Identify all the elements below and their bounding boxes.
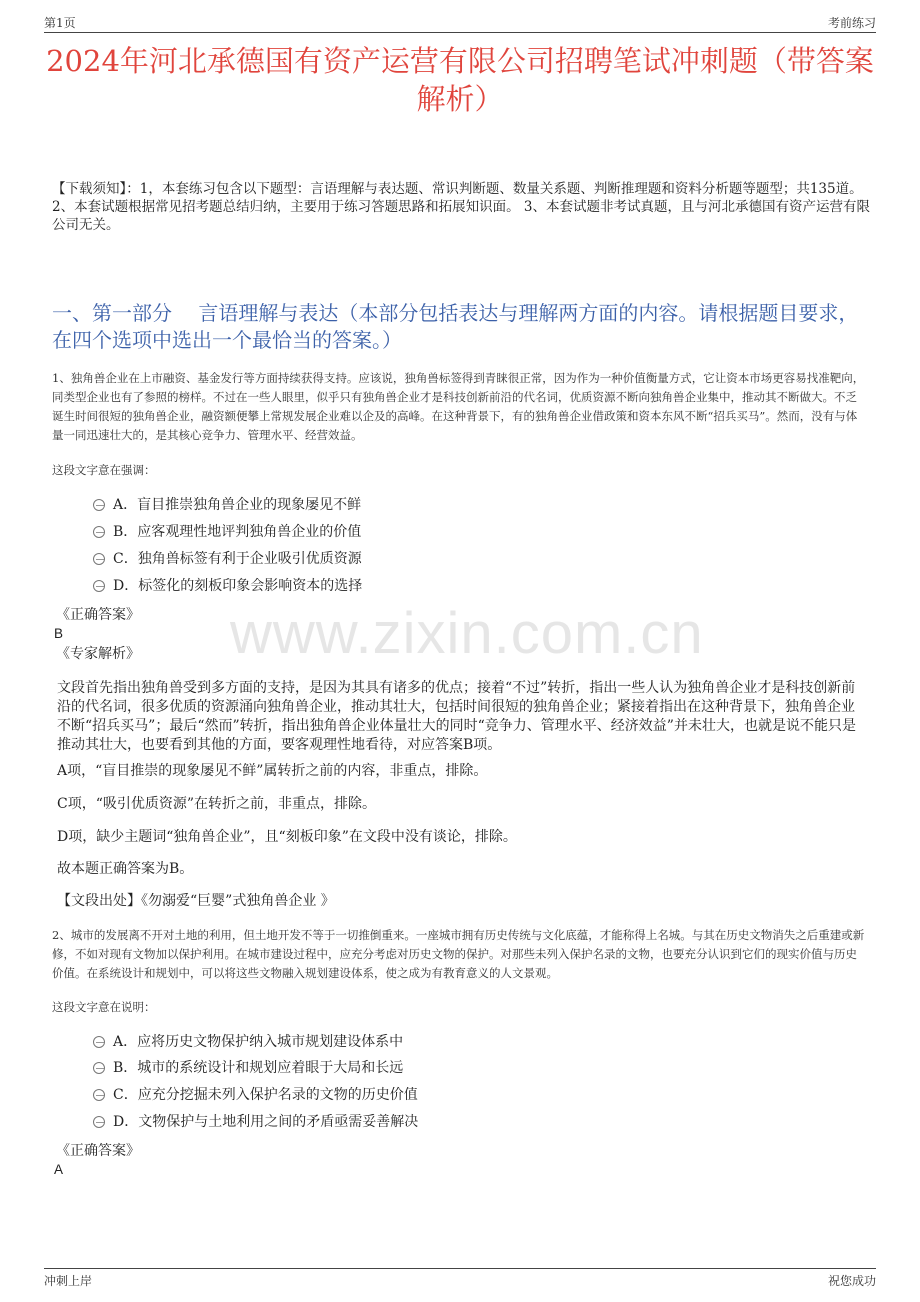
question-1-source: 【文段出处】《勿溺爱“巨婴”式独角兽企业 》 xyxy=(57,893,335,909)
radio-icon[interactable] xyxy=(93,499,105,511)
question-1-analysis-c: C项，“吸引优质资源”在转折之前，非重点，排除。 xyxy=(57,796,377,812)
footer-right: 祝您成功 xyxy=(827,1274,876,1288)
question-1-option-c[interactable]: C．独角兽标签有利于企业吸引优质资源 xyxy=(93,550,362,568)
document-title: 2024年河北承德国有资产运营有限公司招聘笔试冲刺题（带答案解析） xyxy=(46,44,874,116)
question-2-option-d[interactable]: D．文物保护与土地利用之间的矛盾亟需妥善解决 xyxy=(93,1113,418,1131)
footer-divider xyxy=(44,1268,876,1269)
question-2-option-b[interactable]: B．城市的系统设计和规划应着眼于大局和长远 xyxy=(93,1059,403,1077)
question-2-option-a[interactable]: A．应将历史文物保护纳入城市规划建设体系中 xyxy=(93,1033,403,1051)
radio-icon[interactable] xyxy=(93,1062,105,1074)
radio-icon[interactable] xyxy=(93,553,105,565)
question-1-analysis-d: D项，缺少主题词“独角兽企业”，且“刻板印象”在文段中没有谈论，排除。 xyxy=(57,829,517,845)
section-heading: 一、第一部分 言语理解与表达（本部分包括表达与理解两方面的内容。请根据题目要求，在四个选项中选出一个最恰当的答案。） xyxy=(52,301,859,352)
question-2-prompt: 这段文字意在说明： xyxy=(52,1000,156,1014)
radio-icon[interactable] xyxy=(93,1036,105,1048)
question-1-answer: B xyxy=(54,626,64,641)
question-1-analysis-conclusion: 故本题正确答案为B。 xyxy=(57,861,194,877)
question-1-analysis-a: A项，“盲目推崇的现象屡见不鲜”属转折之前的内容，非重点，排除。 xyxy=(57,763,488,779)
question-1-option-d[interactable]: D．标签化的刻板印象会影响资本的选择 xyxy=(93,577,362,595)
page-number: 第1页 xyxy=(44,16,76,30)
question-2-text: 2、城市的发展离不开对土地的利用，但土地开发不等于一切推倒重来。一座城市拥有历史传统与文化底蕴，才能称得上名城。与其在历史文物消失之后重建或新修，不如对现有文物加以保护利用。在城市建设过程中，应充分考虑对历史文物的保护。对那些未列入保护名录的文物，也要充分认识到它们的现实价值与历史价值。在系统设计和规划中，可以将这些文物融入规划建设体系，使之成为有教育意义的人文景观。 xyxy=(52,928,865,980)
radio-icon[interactable] xyxy=(93,580,105,592)
question-1-option-a[interactable]: A．盲目推崇独角兽企业的现象屡见不鲜 xyxy=(93,496,361,514)
download-notice: 【下载须知】：1，本套练习包含以下题型：言语理解与表达题、常识判断题、数量关系题、判断推理题和资料分析题等题型；共135道。 2、本套试题根据常见招考题总结归纳，主要用于练习答题思路和拓展知识面。 3、本套试题非考试真题，且与河北承德国有资产运营有限公司无关。 xyxy=(52,181,870,233)
question-1-option-b[interactable]: B．应客观理性地评判独角兽企业的价值 xyxy=(93,523,361,541)
question-2-option-c[interactable]: C．应充分挖掘未列入保护名录的文物的历史价值 xyxy=(93,1086,418,1104)
watermark: www.zixin.com.cn xyxy=(230,601,704,666)
radio-icon[interactable] xyxy=(93,1116,105,1128)
radio-icon[interactable] xyxy=(93,1089,105,1101)
footer-left: 冲刺上岸 xyxy=(44,1274,93,1288)
header-divider xyxy=(44,32,876,33)
question-2-answer: A xyxy=(54,1162,64,1177)
question-1-text: 1、独角兽企业在上市融资、基金发行等方面持续获得支持。应该说，独角兽标签得到青睐很正常，因为作为一种价值衡量方式，它让资本市场更容易找准靶向，同类型企业也有了参照的榜样。不过在一些人眼里，似乎只有独角兽企业才是科技创新前沿的代名词，优质资源不断向独角兽企业集中，推动其不断做大。不乏诞生时间很短的独角兽企业，融资额便攀上常规发展企业难以企及的高峰。在这种背景下，有的独角兽企业借政策和资本东风不断“招兵买马”。然而，没有与体量一同迅速壮大的，是其核心竞争力、管理水平、经营效益。 xyxy=(52,371,865,442)
question-1-analysis-label: 《专家解析》 xyxy=(56,646,140,662)
radio-icon[interactable] xyxy=(93,526,105,538)
question-2-answer-label: 《正确答案》 xyxy=(56,1143,140,1159)
header-label: 考前练习 xyxy=(827,16,876,30)
question-1-prompt: 这段文字意在强调： xyxy=(52,463,156,477)
question-1-analysis-main: 文段首先指出独角兽受到多方面的支持，是因为其具有诸多的优点；接着“不过”转折，指出一些人认为独角兽企业才是科技创新前沿的代名词，很多优质的资源涌向独角兽企业，推动其壮大，包括时间很短的独角兽企业；紧接着指出在这种背景下，独角兽企业不断“招兵买马”；最后“然而”转折，指出独角兽企业体量壮大的同时“竞争力、管理水平、经济效益”并未壮大，也就是说不能只是推动其壮大，也要看到其他的方面，要客观理性地看待，对应答案B项。 xyxy=(57,680,856,753)
question-1-answer-label: 《正确答案》 xyxy=(56,607,140,623)
